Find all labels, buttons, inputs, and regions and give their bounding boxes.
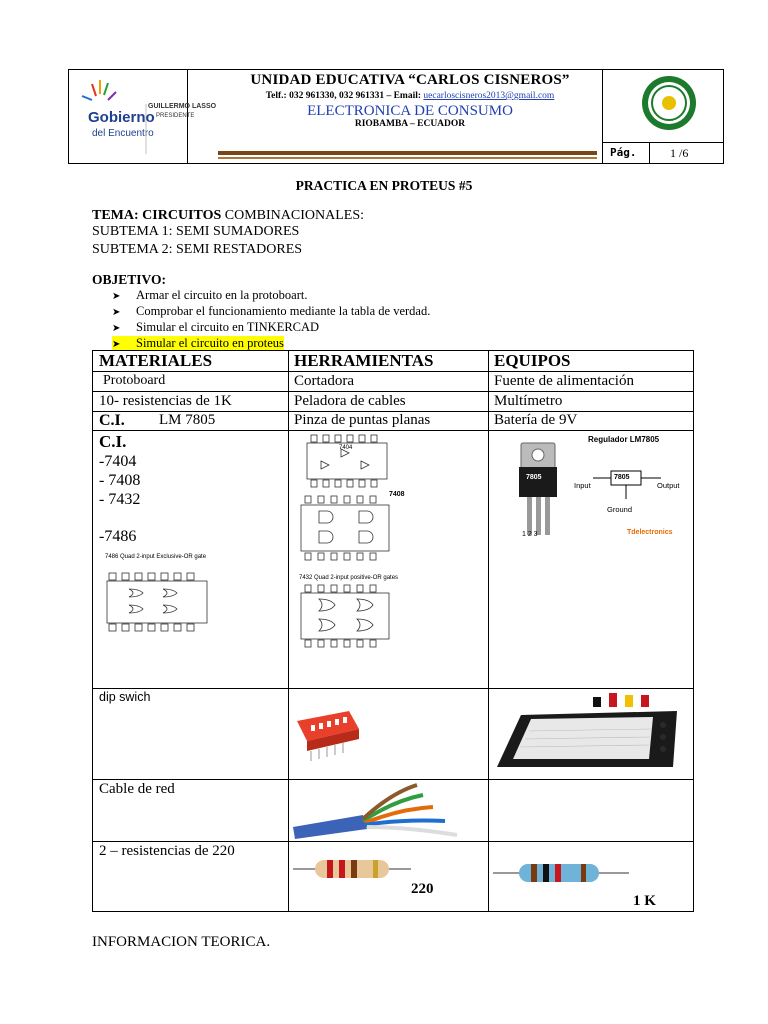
regulator-output-label: Output <box>657 481 680 490</box>
regulator-ground-label: Ground <box>607 505 633 514</box>
cell-fuente: Fuente de alimentación <box>494 373 634 389</box>
chip-7486-diagram <box>99 567 209 639</box>
objective-item: ➤ Comprobar el funcionamiento mediante la tabla de verdad. <box>112 303 430 319</box>
cell-protoboard: Protoboard <box>103 373 166 388</box>
ci-item: -7486 <box>99 528 137 545</box>
arrow-bullet-icon: ➤ <box>112 323 121 334</box>
subtema-2: SUBTEMA 2: SEMI RESTADORES <box>92 242 303 257</box>
regulator-input-label: Input <box>574 481 591 490</box>
header-stripe-thin <box>218 157 597 159</box>
materials-table <box>92 350 694 912</box>
resistor-220-value: 220 <box>411 881 434 897</box>
lm7805-regulator-image <box>513 441 563 539</box>
cell-cortadora: Cortadora <box>294 373 354 389</box>
objectives-list <box>112 287 430 351</box>
cell-multimetro: Multímetro <box>494 393 563 409</box>
chip-7408-diagram <box>297 493 393 563</box>
section-heading: INFORMACION TEORICA. <box>92 934 271 950</box>
arrow-bullet-icon: ➤ <box>112 307 121 318</box>
school-name: UNIDAD EDUCATIVA “CARLOS CISNEROS” <box>250 72 570 88</box>
ci-item: - 7432 <box>99 491 141 508</box>
cell-resistencias-220: 2 – resistencias de 220 <box>99 843 235 859</box>
ci-item: -7404 <box>99 453 137 470</box>
regulator-brand: Tdelectronics <box>627 529 673 536</box>
tema-line: TEMA: CIRCUITOS COMBINACIONALES: <box>92 208 364 223</box>
chip-7404-diagram <box>301 433 393 491</box>
school-seal-logo <box>640 74 698 132</box>
regulator-title: Regulador LM7805 <box>588 435 660 444</box>
ci-heading: C.I. <box>99 432 127 451</box>
resistor-1k-value: 1 K <box>633 893 656 909</box>
caption-7486: 7486 Quad 2-input Exclusive-OR gate <box>105 554 207 560</box>
subtema-1: SUBTEMA 1: SEMI SUMADORES <box>92 224 300 239</box>
cell-bateria: Batería de 9V <box>494 412 578 428</box>
objective-item: ➤ Simular el circuito en TINKERCAD <box>112 319 430 335</box>
objective-item: ➤ Armar el circuito en la protoboart. <box>112 287 430 303</box>
contact-line: Telf.: 032 961330, 032 961331 – Email: uecarloscisneros2013@gmail.com <box>265 91 555 101</box>
cell-pinza: Pinza de puntas planas <box>294 412 431 428</box>
cell-ci-label: C.I. <box>99 412 125 429</box>
regulator-chip-label: 7805 <box>526 474 542 481</box>
cell-peladora: Peladora de cables <box>294 393 406 409</box>
dip-switch-image <box>293 707 363 763</box>
cell-cable-de-red: Cable de red <box>99 781 175 797</box>
cell-dip-switch: dip swich <box>99 690 151 704</box>
cell-lm7805: LM 7805 <box>159 412 216 428</box>
page-number: 1 /6 <box>670 146 689 160</box>
gobierno-logo <box>74 74 217 158</box>
arrow-bullet-icon: ➤ <box>112 291 121 302</box>
col-header-equipos: EQUIPOS <box>494 351 571 370</box>
chip-7432-diagram <box>297 583 393 649</box>
svg-text:Gobierno: Gobierno <box>88 109 155 126</box>
network-cable-image <box>293 783 461 839</box>
ci-item: - 7408 <box>99 472 141 489</box>
col-header-herramientas: HERRAMIENTAS <box>294 351 434 370</box>
resistor-1k-image <box>493 861 629 885</box>
caption-7432: 7432 Quad 2-input positive-OR gates <box>299 575 399 581</box>
subject-name: ELECTRONICA DE CONSUMO <box>307 103 513 119</box>
arrow-bullet-icon: ➤ <box>112 339 121 350</box>
email-link[interactable]: uecarloscisneros2013@gmail.com <box>423 91 555 101</box>
caption-7404: 7404 <box>339 445 353 451</box>
regulator-pins: 1 2 3 <box>522 531 538 538</box>
city: RIOBAMBA – ECUADOR <box>354 119 466 129</box>
objetivo-heading: OBJETIVO: <box>92 272 166 287</box>
practice-title: PRACTICA EN PROTEUS #5 <box>295 178 473 193</box>
svg-text:PRESIDENTE: PRESIDENTE <box>156 113 195 119</box>
breadboard-image <box>493 691 689 775</box>
header-stripe <box>218 151 597 155</box>
schematic-chip-label: 7805 <box>614 474 630 481</box>
cell-resistencias-1k: 10- resistencias de 1K <box>99 393 232 409</box>
objective-item: ➤ Simular el circuito en proteus <box>112 335 430 351</box>
caption-7408: 7408 <box>389 491 405 498</box>
col-header-materiales: MATERIALES <box>99 351 213 370</box>
page-label: Pág. <box>610 146 637 159</box>
resistor-220-image <box>293 857 411 881</box>
svg-text:GUILLERMO LASSO: GUILLERMO LASSO <box>148 103 217 110</box>
svg-text:del Encuentro: del Encuentro <box>92 128 154 139</box>
